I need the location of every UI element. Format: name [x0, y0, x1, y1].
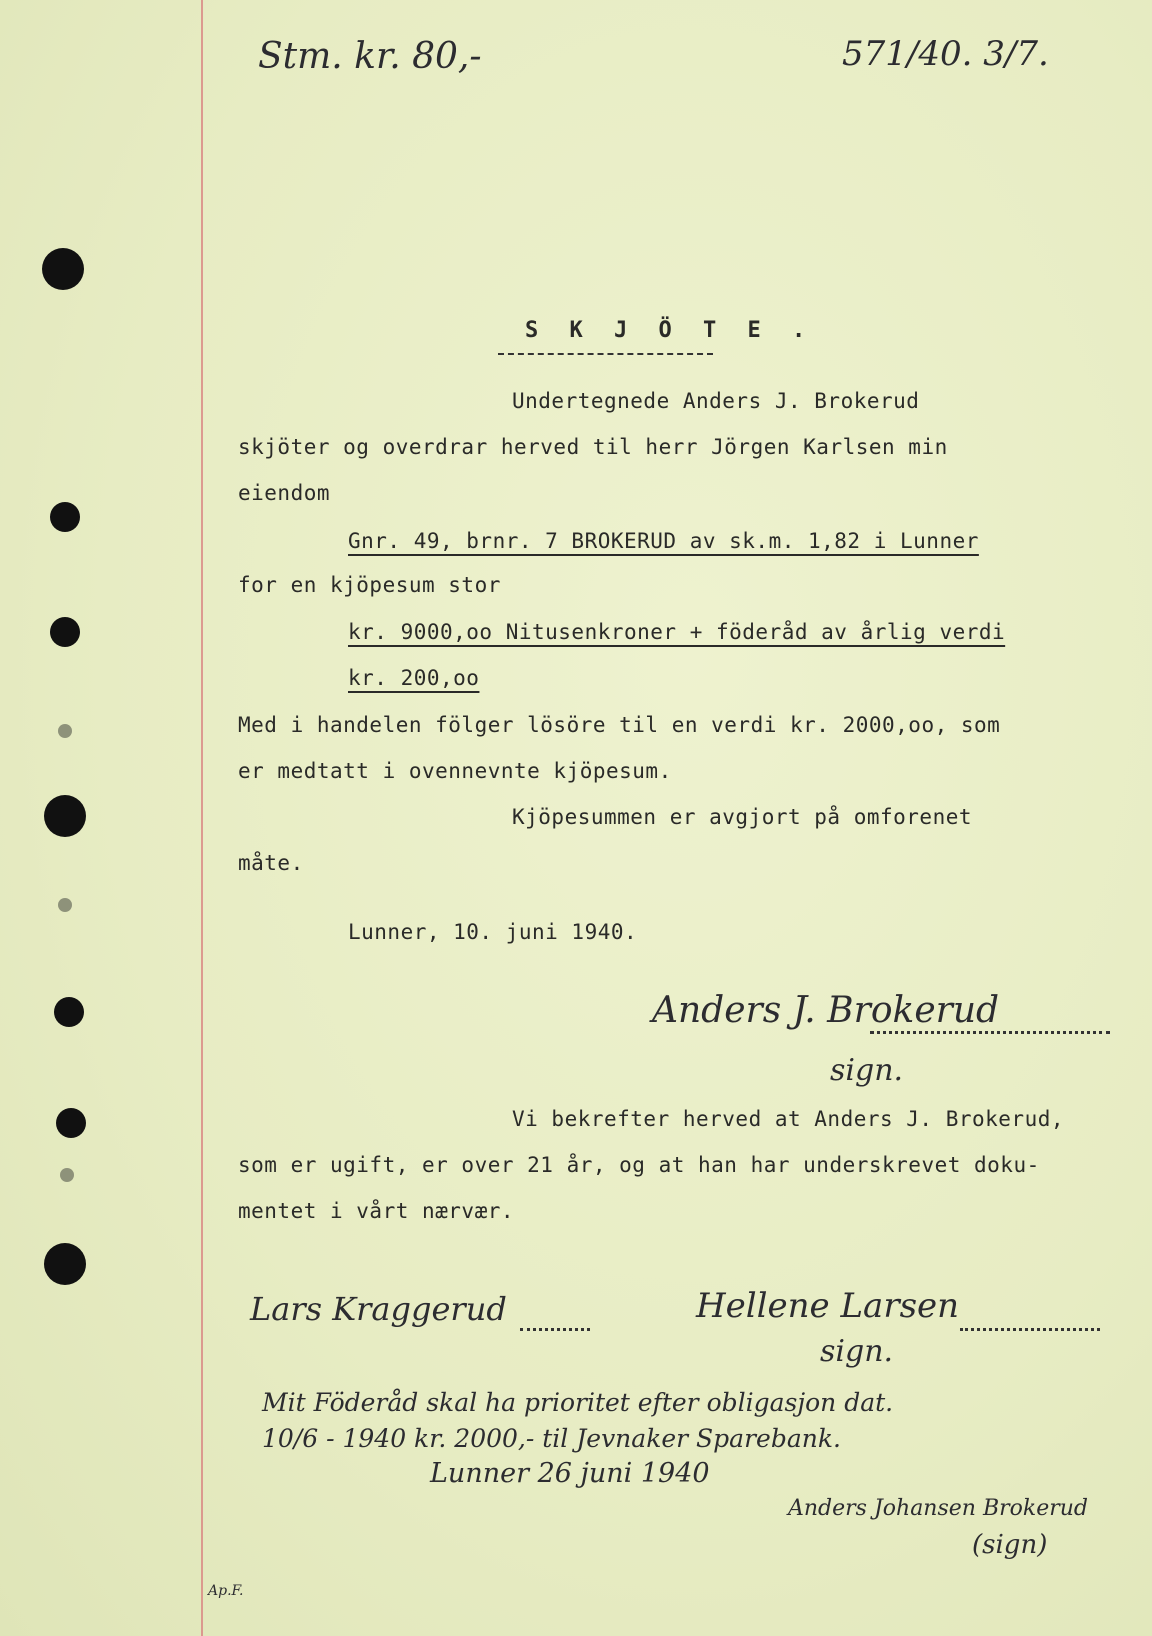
punch-hole: [50, 502, 80, 532]
witness-signature-left: Lars Kraggerud: [250, 1290, 507, 1328]
punch-hole: [60, 1168, 74, 1182]
body-line: måte.: [238, 851, 304, 875]
property-description: Gnr. 49, brnr. 7 BROKERUD av sk.m. 1,82 i Lunner: [348, 529, 979, 553]
title-underline: [498, 353, 713, 355]
signature-line: [520, 1328, 590, 1331]
body-line: eiendom: [238, 481, 331, 505]
seller-signature: Anders J. Brokerud: [652, 990, 1000, 1031]
body-line: Med i handelen fölger lösöre til en verdi kr. 2000,oo, som: [238, 713, 1001, 737]
body-line: Undertegnede Anders J. Brokerud: [512, 389, 920, 413]
punch-hole: [56, 1108, 86, 1138]
footer-note: Ap.F.: [208, 1583, 244, 1599]
addendum-line: Mit Föderåd skal ha prioritet efter obligasjon dat.: [262, 1388, 894, 1417]
purchase-price-annual: kr. 200,oo: [348, 666, 480, 690]
punch-hole: [44, 795, 86, 837]
signature-line: [870, 1031, 1110, 1034]
place-date: Lunner, 10. juni 1940.: [348, 920, 638, 944]
punch-hole: [58, 724, 72, 738]
punch-hole: [44, 1243, 86, 1285]
body-line: skjöter og overdrar herved til herr Jörgen Karlsen min: [238, 435, 948, 459]
signature-line: [960, 1328, 1100, 1331]
body-line: Kjöpesummen er avgjort på omforenet: [512, 805, 973, 829]
punch-hole: [58, 898, 72, 912]
witness-signature-right: Hellene Larsen: [696, 1286, 960, 1326]
witness-text-line: mentet i vårt nærvær.: [238, 1199, 515, 1223]
punch-hole: [42, 248, 84, 290]
body-line: er medtatt i ovennevnte kjöpesum.: [238, 759, 672, 783]
margin-line: [201, 0, 203, 1636]
seller-sign-note: sign.: [830, 1053, 904, 1088]
addendum-date: Lunner 26 juni 1940: [430, 1458, 710, 1489]
witness-sign-note: sign.: [820, 1334, 894, 1369]
addendum-sign-note: (sign): [972, 1530, 1048, 1560]
witness-text-line: som er ugift, er over 21 år, og at han har underskrevet doku-: [238, 1153, 1040, 1177]
purchase-price: kr. 9000,oo Nitusenkroner + föderåd av årlig verdi: [348, 620, 1006, 644]
body-line: for en kjöpesum stor: [238, 573, 501, 597]
addendum-line: 10/6 - 1940 kr. 2000,- til Jevnaker Sparebank.: [262, 1424, 841, 1453]
punch-hole: [54, 997, 84, 1027]
punch-hole: [50, 617, 80, 647]
addendum-signer: Anders Johansen Brokerud: [788, 1496, 1088, 1521]
stamp-fee-note: Stm. kr. 80,-: [258, 36, 482, 77]
document-title: S K J Ö T E .: [525, 318, 815, 343]
reference-number-note: 571/40. 3/7.: [842, 34, 1049, 74]
witness-text-line: Vi bekrefter herved at Anders J. Brokerud,: [512, 1107, 1065, 1131]
